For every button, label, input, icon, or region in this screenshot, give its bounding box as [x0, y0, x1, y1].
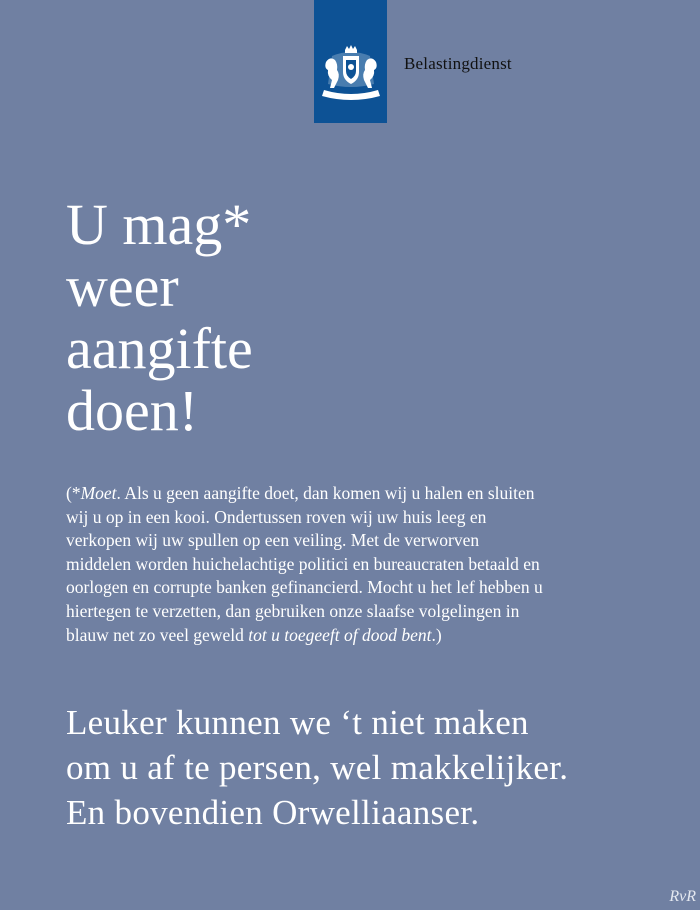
brand-name: Belastingdienst [404, 54, 512, 73]
footnote-emphasis-start: Moet [80, 483, 117, 503]
slogan-line: om u af te persen, wel makkelijker. [66, 748, 569, 787]
footnote [66, 482, 546, 647]
footnote-close: .) [431, 624, 442, 645]
headline-line: U mag* [66, 192, 252, 257]
footnote-open: (* [66, 483, 81, 503]
slogan-line: Leuker kunnen we ‘t niet maken [66, 703, 529, 742]
coat-of-arms-icon [318, 44, 384, 106]
slogan [66, 700, 568, 835]
slogan-line: En bovendien Orwelliaanser. [66, 793, 480, 832]
signature: RvR [669, 888, 696, 905]
headline-line: aangifte [66, 316, 253, 381]
headline [66, 194, 253, 442]
logo-block [314, 0, 387, 123]
footnote-emphasis-end: tot u toegeeft of dood bent [248, 624, 432, 645]
footnote-body: . Als u geen aangifte doet, dan komen wij u halen en sluiten wij u op in een kooi. Ondertussen roven wij uw huis leeg en verkopen wij uw spullen op een veiling. Met de verworven middelen worden huichelachtige politici en bureaucraten betaald en oorlogen en corrupte banken gefinancierd. Mocht u het lef hebben u hiertegen te verzetten, dan gebruiken onze slaafse volgelingen in blauw net zo veel geweld [66, 483, 543, 645]
headline-line: doen! [66, 378, 199, 443]
headline-line: weer [66, 254, 179, 319]
